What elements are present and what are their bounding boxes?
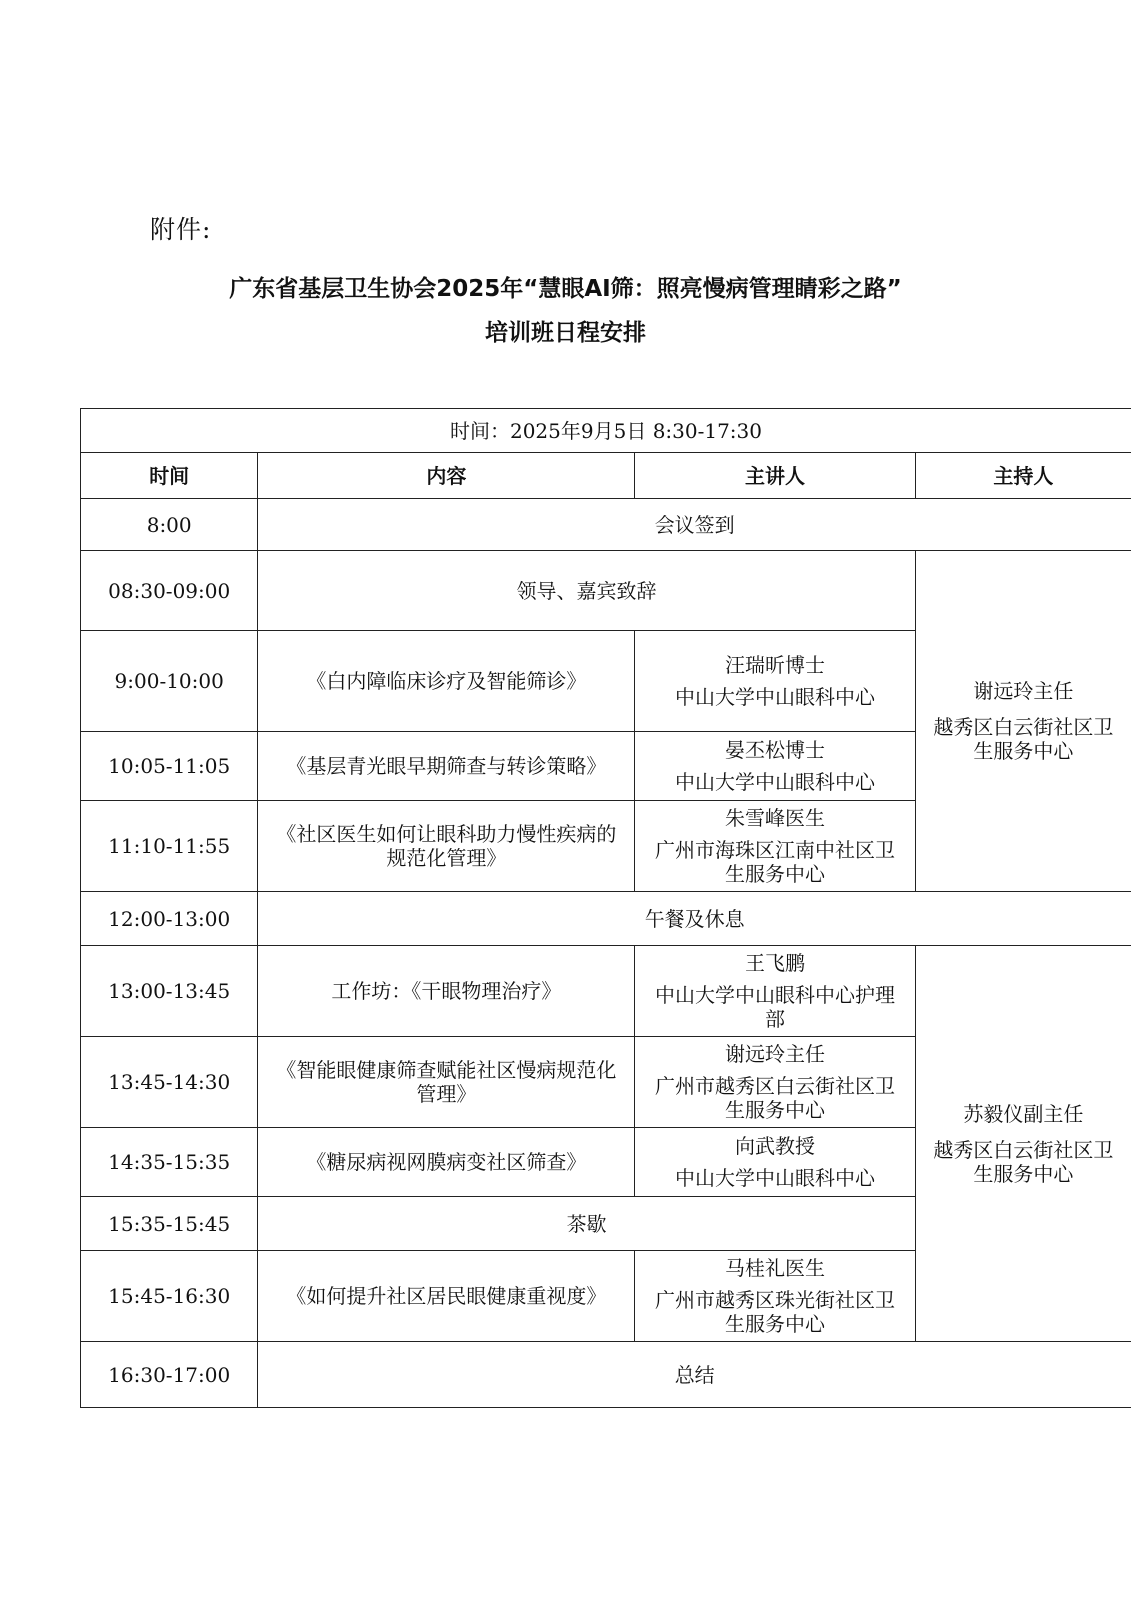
speaker-name: 朱雪峰医生: [725, 806, 826, 830]
host-name: 苏毅仪副主任: [963, 1101, 1084, 1126]
row-content: 《智能眼健康筛查赋能社区慢病规范化管理》: [258, 1037, 635, 1128]
header-host: 主持人: [915, 453, 1131, 499]
document-subtitle: 培训班日程安排: [485, 320, 646, 346]
row-time: 15:35-15:45: [81, 1197, 258, 1251]
speaker-name: 汪瑞昕博士: [725, 653, 826, 677]
host-cell: [915, 551, 1131, 892]
speaker-name: 王飞鹏: [745, 951, 806, 975]
row-time: 15:45-16:30: [81, 1251, 258, 1342]
speaker-cell: [635, 1128, 915, 1197]
header-content: 内容: [258, 453, 635, 499]
speaker-org: 中山大学中山眼科中心: [675, 1166, 876, 1190]
speaker-cell: [635, 631, 915, 732]
attachment-label: 附件:: [150, 215, 212, 244]
row-time: 9:00-10:00: [81, 631, 258, 732]
row-content: 《白内障临床诊疗及智能筛诊》: [258, 631, 635, 732]
row-content: 《如何提升社区居民眼健康重视度》: [258, 1251, 635, 1342]
schedule-table: [80, 408, 1131, 1408]
row-content: 《基层青光眼早期筛查与转诊策略》: [258, 732, 635, 801]
header-time: 时间: [81, 453, 258, 499]
row-time: 16:30-17:00: [81, 1342, 258, 1408]
table-row: [81, 1342, 1131, 1408]
row-content: 《社区医生如何让眼科助力慢性疾病的规范化管理》: [258, 801, 635, 892]
row-content: 会议签到: [258, 499, 1131, 551]
host-name: 谢远玲主任: [973, 679, 1074, 703]
row-time: 13:45-14:30: [81, 1037, 258, 1128]
speaker-org: 广州市越秀区白云街社区卫生服务中心: [655, 1074, 896, 1122]
host-org: 越秀区白云街社区卫生服务中心: [933, 1137, 1114, 1186]
row-time: 11:10-11:55: [81, 801, 258, 892]
row-time: 13:00-13:45: [81, 946, 258, 1037]
row-time: 08:30-09:00: [81, 551, 258, 631]
speaker-org: 广州市海珠区江南中社区卫生服务中心: [655, 838, 896, 886]
speaker-org: 中山大学中山眼科中心: [675, 685, 876, 709]
speaker-org: 中山大学中山眼科中心护理部: [655, 983, 896, 1031]
speaker-name: 谢远玲主任: [725, 1042, 826, 1066]
date-line: 时间：2025年9月5日 8:30-17:30: [81, 409, 1131, 453]
speaker-cell: [635, 1037, 915, 1128]
table-row: [81, 499, 1131, 551]
row-content: 午餐及休息: [258, 892, 1131, 946]
speaker-org: 广州市越秀区珠光街社区卫生服务中心: [655, 1288, 896, 1336]
speaker-cell: [635, 1251, 915, 1342]
table-row: [81, 946, 1131, 1037]
document-title: 广东省基层卫生协会2025年“慧眼AI筛：照亮慢病管理睛彩之路”: [229, 276, 902, 302]
host-org: 越秀区白云街社区卫生服务中心: [933, 715, 1114, 763]
row-content: 领导、嘉宾致辞: [258, 551, 915, 631]
table-row: [81, 892, 1131, 946]
row-time: 10:05-11:05: [81, 732, 258, 801]
speaker-cell: [635, 801, 915, 892]
header-row: [81, 453, 1131, 499]
table-row: [81, 551, 1131, 631]
date-row: [81, 409, 1131, 453]
row-content: 总结: [258, 1342, 1131, 1408]
row-time: 14:35-15:35: [81, 1128, 258, 1197]
speaker-name: 马桂礼医生: [725, 1256, 826, 1280]
speaker-cell: [635, 946, 915, 1037]
speaker-org: 中山大学中山眼科中心: [675, 770, 876, 794]
host-cell: [915, 946, 1131, 1342]
speaker-name: 向武教授: [735, 1134, 816, 1158]
row-content: 工作坊：《干眼物理治疗》: [258, 946, 635, 1037]
row-content: 茶歇: [258, 1197, 915, 1251]
row-time: 8:00: [81, 499, 258, 551]
speaker-name: 晏丕松博士: [725, 738, 826, 762]
row-content: 《糖尿病视网膜病变社区筛查》: [258, 1128, 635, 1197]
speaker-cell: [635, 732, 915, 801]
row-time: 12:00-13:00: [81, 892, 258, 946]
header-speaker: 主讲人: [635, 453, 915, 499]
